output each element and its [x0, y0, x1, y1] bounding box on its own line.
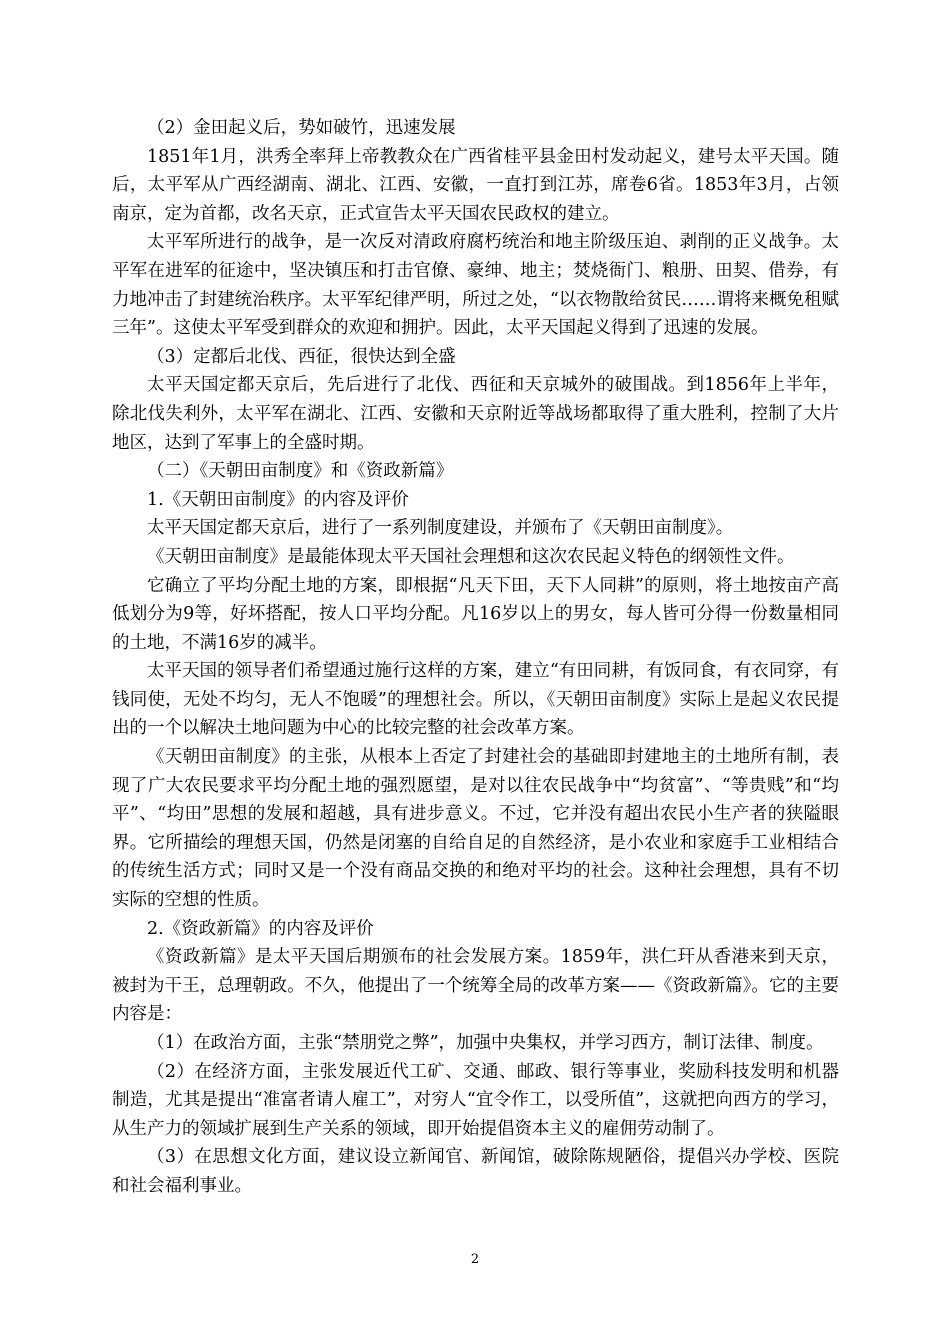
paragraph-new-treatise-intro: 《资政新篇》是太平天国后期颁布的社会发展方案。1859年，洪仁玕从香港来到天京，被封为干王，总理朝政。不久，他提出了一个统筹全局的改革方案——《资政新篇》。它的主要内容是： — [112, 947, 839, 1025]
paragraph-land-distribution: 它确立了平均分配土地的方案，即根据“凡天下田，天下人同耕”的原则，将土地按亩产高低划分为9等，好坏搭配，按人口平均分配。凡16岁以上的男女，每人皆可分得一份数量相同的土地，不满16岁的减半。 — [112, 575, 839, 653]
paragraph-economic-aspect: （2）在经济方面，主张发展近代工矿、交通、邮政、银行等事业，奖励科技发明和机器制造，尤其是提出“准富者请人雇工”，对穷人“宜令作工，以受所值”，这就把向西方的学习，从生产力的领域扩展到生产关系的领域，即开始提倡资本主义的雇佣劳动制了。 — [112, 1061, 839, 1139]
paragraph-1851-uprising: 1851年1月，洪秀全率拜上帝教教众在广西省桂平县金田村发动起义，建号太平天国。随后，太平军从广西经湖南、湖北、江西、安徽，一直打到江苏，席卷6省。1853年3月，占领南京，定为首都，改名天京，正式宣告太平天国农民政权的建立。 — [112, 146, 839, 224]
paragraph-political-aspect: （1）在政治方面，主张“禁朋党之弊”，加强中央集权，并学习西方，制订法律、制度。 — [147, 1033, 824, 1053]
paragraph-military-peak: 太平天国定都天京后，先后进行了北伐、西征和天京城外的破围战。到1856年上半年，除北伐失利外，太平军在湖北、江西、安徽和天京附近等战场都取得了重大胜利，控制了大片地区，达到了军事上的全盛时期。 — [112, 375, 839, 453]
subheading-jintian-uprising: （2）金田起义后，势如破竹，迅速发展 — [147, 118, 456, 138]
subheading-new-treatise: 2.《资政新篇》的内容及评价 — [147, 918, 374, 939]
paragraph-ideal-society: 太平天国的领导者们希望通过施行这样的方案，建立“有田同耕，有饭同食，有衣同穿，有钱同使，无处不均匀，无人不饱暖”的理想社会。所以，《天朝田亩制度》实际上是起义农民提出的一个以解决土地问题为中心的比较完整的社会改革方案。 — [112, 661, 839, 739]
paragraph-just-war: 太平军所进行的战争，是一次反对清政府腐朽统治和地主阶级压迫、剥削的正义战争。太平军在进军的征途中，坚决镇压和打击官僚、豪绅、地主；焚烧衙门、粮册、田契、借券，有力地冲击了封建统治秩序。太平军纪律严明，所过之处，“以衣物散给贫民……谓将来概免租赋三年”。这使太平军受到群众的欢迎和拥护。因此，太平天国起义得到了迅速的发展。 — [112, 232, 839, 339]
paragraph-land-system-issued: 太平天国定都天京后，进行了一系列制度建设，并颁布了《天朝田亩制度》。 — [147, 518, 734, 539]
paragraph-cultural-aspect: （3）在思想文化方面，建议设立新闻官、新闻馆，破除陈规陋俗，提倡兴办学校、医院和社会福利事业。 — [112, 1147, 839, 1196]
subheading-land-system: 1.《天朝田亩制度》的内容及评价 — [147, 489, 409, 510]
paragraph-land-system-evaluation: 《天朝田亩制度》的主张，从根本上否定了封建社会的基础即封建地主的土地所有制，表现了广大农民要求平均分配土地的强烈愿望，是对以往农民战争中“均贫富”、“等贵贱”和“均平”、“均田”思想的发展和超越，具有进步意义。不过，它并没有超出农民小生产者的狭隘眼界。它所描绘的理想天国，仍然是闭塞的自给自足的自然经济，是小农业和家庭手工业相结合的传统生活方式；同时又是一个没有商品交换的和绝对平均的社会。这种社会理想，具有不切实际的空想的性质。 — [112, 747, 839, 911]
section-heading-two-documents: （二）《天朝田亩制度》和《资政新篇》 — [147, 461, 454, 482]
subheading-northern-western-expeditions: （3）定都后北伐、西征，很快达到全盛 — [147, 346, 456, 367]
body-text — [112, 114, 839, 1201]
page-number: 2 — [470, 1252, 480, 1267]
paragraph-land-system-program: 《天朝田亩制度》是最能体现太平天国社会理想和这次农民起义特色的纲领性文件。 — [147, 546, 795, 567]
